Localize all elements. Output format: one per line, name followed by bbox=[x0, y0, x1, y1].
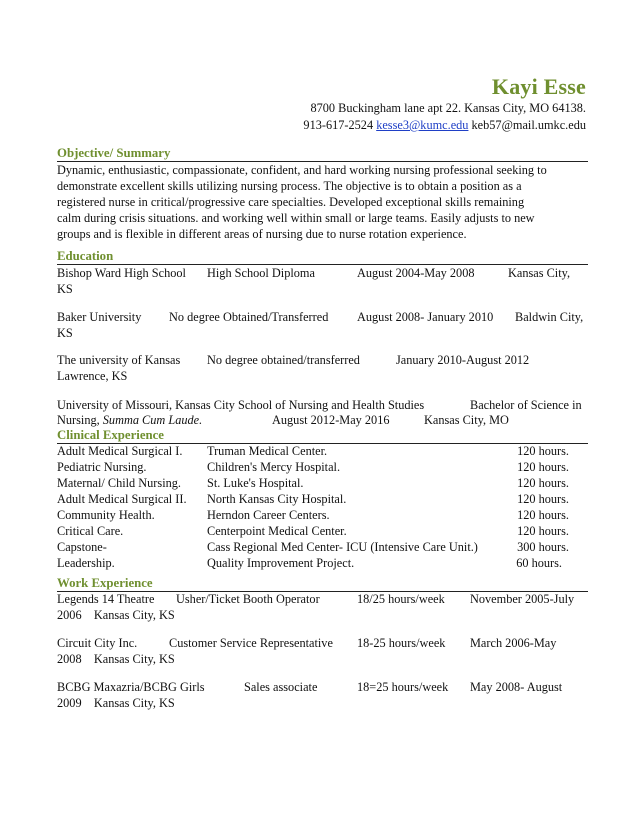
edu-dates: August 2012-May 2016 bbox=[272, 413, 390, 427]
clinical-heading: Clinical Experience bbox=[57, 428, 164, 442]
clinical-area: Critical Care. bbox=[57, 524, 124, 538]
work-dates: November 2005-July bbox=[470, 592, 575, 606]
work-hours: 18-25 hours/week bbox=[357, 636, 446, 650]
edu-degree: No degree Obtained/Transferred bbox=[169, 310, 329, 324]
work-employer: Legends 14 Theatre bbox=[57, 592, 155, 606]
clinical-site: Truman Medical Center. bbox=[207, 444, 328, 458]
edu-umkc-line2 bbox=[57, 413, 202, 428]
education-heading: Education bbox=[57, 249, 114, 263]
edu-dates: August 2008- January 2010 bbox=[357, 310, 494, 324]
edu-location-wrap: Lawrence, KS bbox=[57, 369, 128, 383]
edu-location-wrap: KS bbox=[57, 282, 73, 296]
clinical-hours: 120 hours. bbox=[517, 476, 569, 490]
edu-location: Kansas City, bbox=[508, 266, 571, 280]
clinical-area: Pediatric Nursing. bbox=[57, 460, 147, 474]
objective-line: groups and is flexible in different areas of nursing due to nurse rotation experience. bbox=[57, 227, 467, 241]
edu-umkc-honors: Summa Cum Laude. bbox=[102, 413, 203, 427]
clinical-hours: 120 hours. bbox=[517, 492, 569, 506]
edu-location-wrap: KS bbox=[57, 326, 73, 340]
clinical-site: St. Luke's Hospital. bbox=[207, 476, 304, 490]
clinical-site: Children's Mercy Hospital. bbox=[207, 460, 341, 474]
clinical-hours: 120 hours. bbox=[517, 524, 569, 538]
resume-name: Kayi Esse bbox=[491, 74, 586, 99]
clinical-site: North Kansas City Hospital. bbox=[207, 492, 347, 506]
objective-line: Dynamic, enthusiastic, compassionate, confident, and hard working nursing professional seeking to bbox=[57, 163, 547, 177]
clinical-site: Centerpoint Medical Center. bbox=[207, 524, 347, 538]
work-dates-wrap: 2008 Kansas City, KS bbox=[57, 652, 175, 666]
clinical-site: Cass Regional Med Center- ICU (Intensive Care Unit.) bbox=[207, 540, 478, 554]
edu-school-umkc: University of Missouri, Kansas City School of Nursing and Health Studies bbox=[57, 398, 425, 412]
edu-umkc-field: Nursing, bbox=[57, 413, 103, 427]
objective-line: demonstrate excellent skills utilizing nursing process. The objective is to obtain a position as a bbox=[57, 179, 522, 193]
clinical-hours: 300 hours. bbox=[517, 540, 569, 554]
work-dates-wrap: 2006 Kansas City, KS bbox=[57, 608, 175, 622]
clinical-site: Quality Improvement Project. bbox=[207, 556, 355, 570]
objective-rule bbox=[57, 161, 588, 162]
work-heading: Work Experience bbox=[57, 576, 153, 590]
edu-dates: August 2004-May 2008 bbox=[357, 266, 475, 280]
email-link-kumc[interactable]: kesse3@kumc.edu bbox=[376, 118, 469, 132]
work-hours: 18=25 hours/week bbox=[357, 680, 449, 694]
address-line: 8700 Buckingham lane apt 22. Kansas City, MO 64138. bbox=[310, 101, 586, 115]
clinical-hours: 120 hours. bbox=[517, 460, 569, 474]
clinical-site: Herndon Career Centers. bbox=[207, 508, 330, 522]
phone-number: 913-617-2524 bbox=[303, 118, 374, 132]
work-role: Customer Service Representative bbox=[169, 636, 333, 650]
clinical-hours: 120 hours. bbox=[517, 508, 569, 522]
education-rule bbox=[57, 264, 588, 265]
clinical-hours: 120 hours. bbox=[517, 444, 569, 458]
edu-degree: High School Diploma bbox=[207, 266, 315, 280]
work-role: Sales associate bbox=[244, 680, 318, 694]
contact-line bbox=[303, 118, 586, 133]
work-role: Usher/Ticket Booth Operator bbox=[176, 592, 320, 606]
work-employer: Circuit City Inc. bbox=[57, 636, 138, 650]
work-employer: BCBG Maxazria/BCBG Girls bbox=[57, 680, 205, 694]
edu-degree: No degree obtained/transferred bbox=[207, 353, 360, 367]
clinical-area: Community Health. bbox=[57, 508, 155, 522]
clinical-hours: 60 hours. bbox=[516, 556, 562, 570]
clinical-area: Capstone- bbox=[57, 540, 107, 554]
clinical-area: Adult Medical Surgical I. bbox=[57, 444, 183, 458]
work-dates: May 2008- August bbox=[470, 680, 563, 694]
edu-school: The university of Kansas bbox=[57, 353, 181, 367]
edu-school: Baker University bbox=[57, 310, 142, 324]
edu-location: Baldwin City, bbox=[515, 310, 584, 324]
clinical-area: Maternal/ Child Nursing. bbox=[57, 476, 181, 490]
objective-line: calm during crisis situations. and working well within small or large teams. Easily adjusts to new bbox=[57, 211, 535, 225]
work-dates: March 2006-May bbox=[470, 636, 557, 650]
clinical-area: Leadership. bbox=[57, 556, 115, 570]
clinical-area: Adult Medical Surgical II. bbox=[57, 492, 187, 506]
objective-heading: Objective/ Summary bbox=[57, 146, 171, 160]
edu-location: Kansas City, MO bbox=[424, 413, 509, 427]
email-umkc: keb57@mail.umkc.edu bbox=[471, 118, 586, 132]
edu-school: Bishop Ward High School bbox=[57, 266, 186, 280]
edu-dates: January 2010-August 2012 bbox=[396, 353, 530, 367]
edu-degree-umkc: Bachelor of Science in bbox=[470, 398, 582, 412]
objective-line: registered nurse in critical/progressive care specialties. Developed exceptional skills remaining bbox=[57, 195, 525, 209]
work-hours: 18/25 hours/week bbox=[357, 592, 445, 606]
work-dates-wrap: 2009 Kansas City, KS bbox=[57, 696, 175, 710]
